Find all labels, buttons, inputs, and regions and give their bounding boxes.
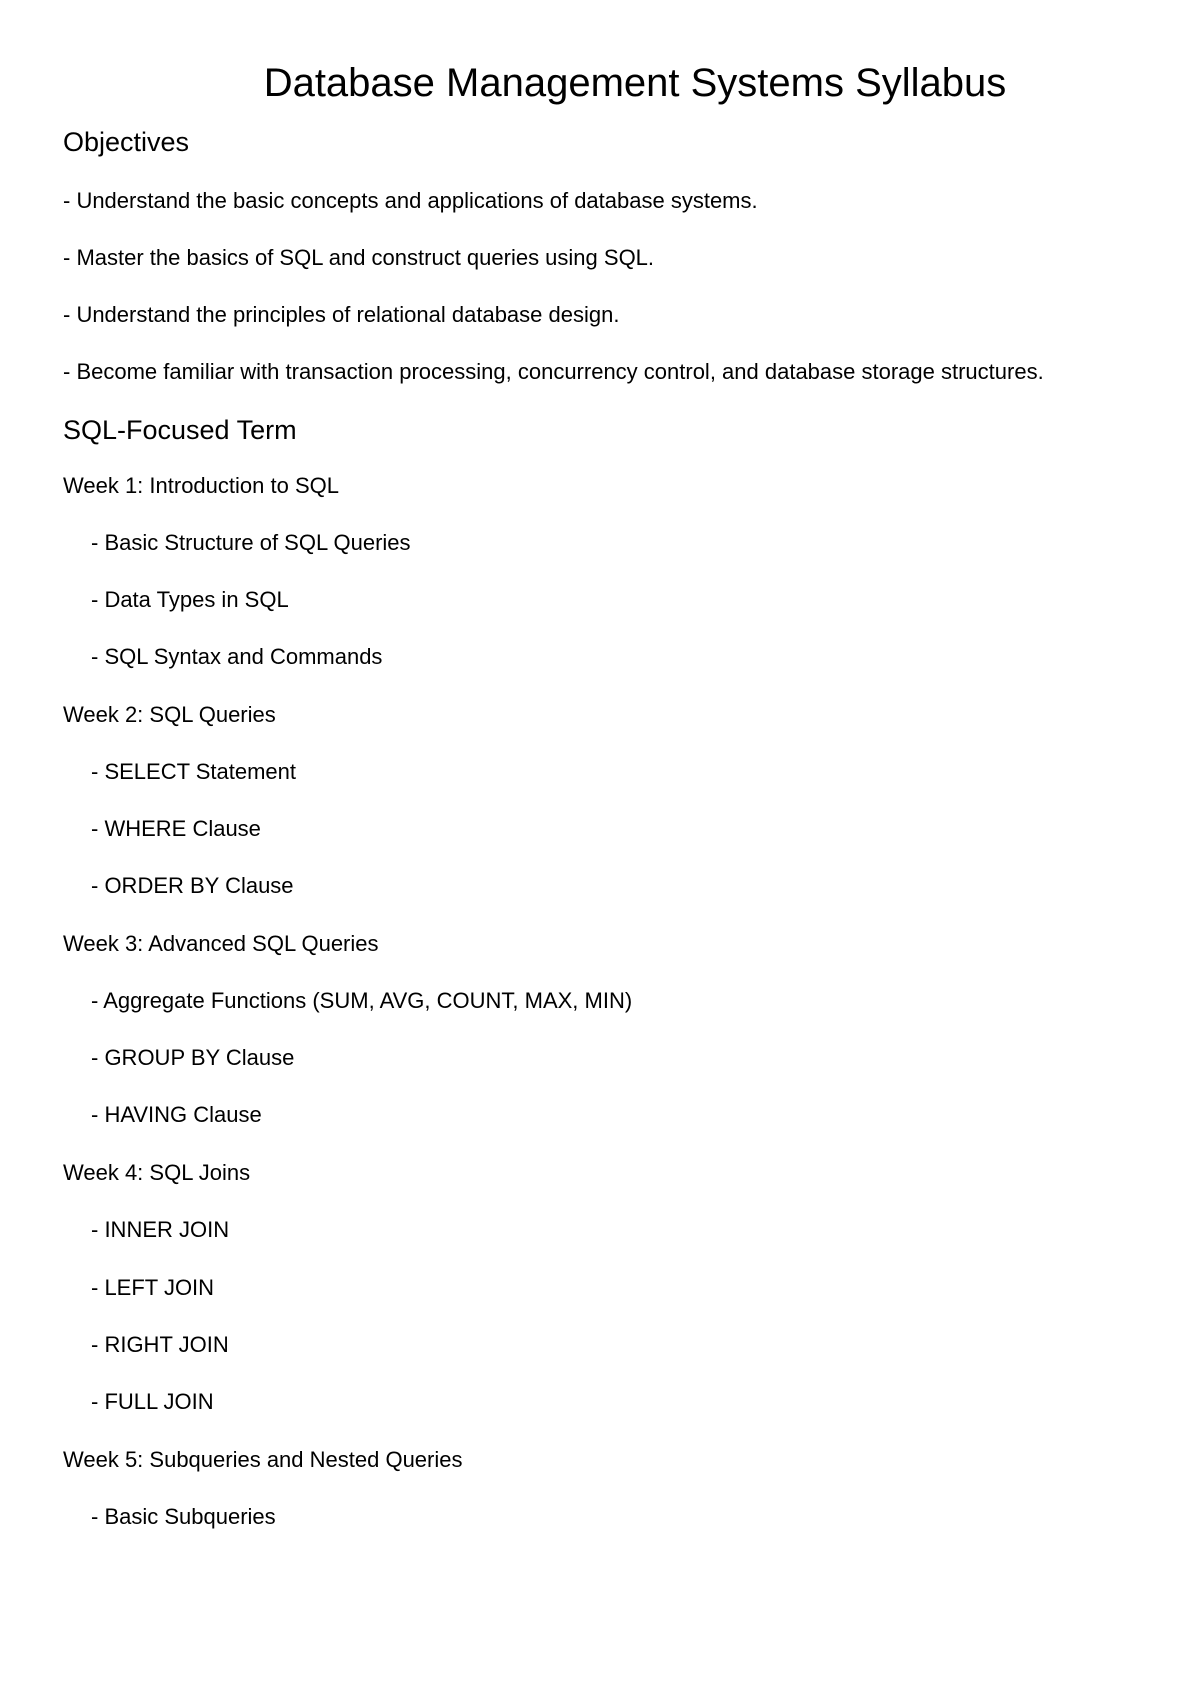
week-topic: - Basic Subqueries [91,1504,276,1529]
week-topic: - HAVING Clause [91,1102,262,1127]
objective-item: - Master the basics of SQL and construct queries using SQL. [63,245,655,270]
objective-item: - Understand the principles of relational database design. [63,302,620,327]
week-topic: - Basic Structure of SQL Queries [91,530,411,555]
objectives-heading: Objectives [63,127,190,157]
week-heading: Week 4: SQL Joins [63,1160,251,1185]
week-topic: - LEFT JOIN [91,1275,215,1300]
week-topic: - Aggregate Functions (SUM, AVG, COUNT, MAX, MIN) [91,988,633,1013]
term-heading: SQL-Focused Term [63,415,297,445]
week-heading: Week 1: Introduction to SQL [63,473,339,498]
week-topic: - WHERE Clause [91,816,261,841]
week-topic: - INNER JOIN [91,1217,230,1242]
week-topic: - SQL Syntax and Commands [91,644,383,669]
week-topic: - ORDER BY Clause [91,873,294,898]
week-topic: - Data Types in SQL [91,587,289,612]
week-topic: - GROUP BY Clause [91,1045,295,1070]
week-topic: - RIGHT JOIN [91,1332,229,1357]
page-title: Database Management Systems Syllabus [263,61,1007,105]
week-heading: Week 2: SQL Queries [63,702,276,727]
week-topic: - SELECT Statement [91,759,297,784]
week-topic: - FULL JOIN [91,1389,214,1414]
objective-item: - Understand the basic concepts and applications of database systems. [63,188,758,213]
week-heading: Week 5: Subqueries and Nested Queries [63,1447,463,1472]
week-heading: Week 3: Advanced SQL Queries [63,931,379,956]
objective-item: - Become familiar with transaction processing, concurrency control, and database storage structures. [63,359,1044,384]
